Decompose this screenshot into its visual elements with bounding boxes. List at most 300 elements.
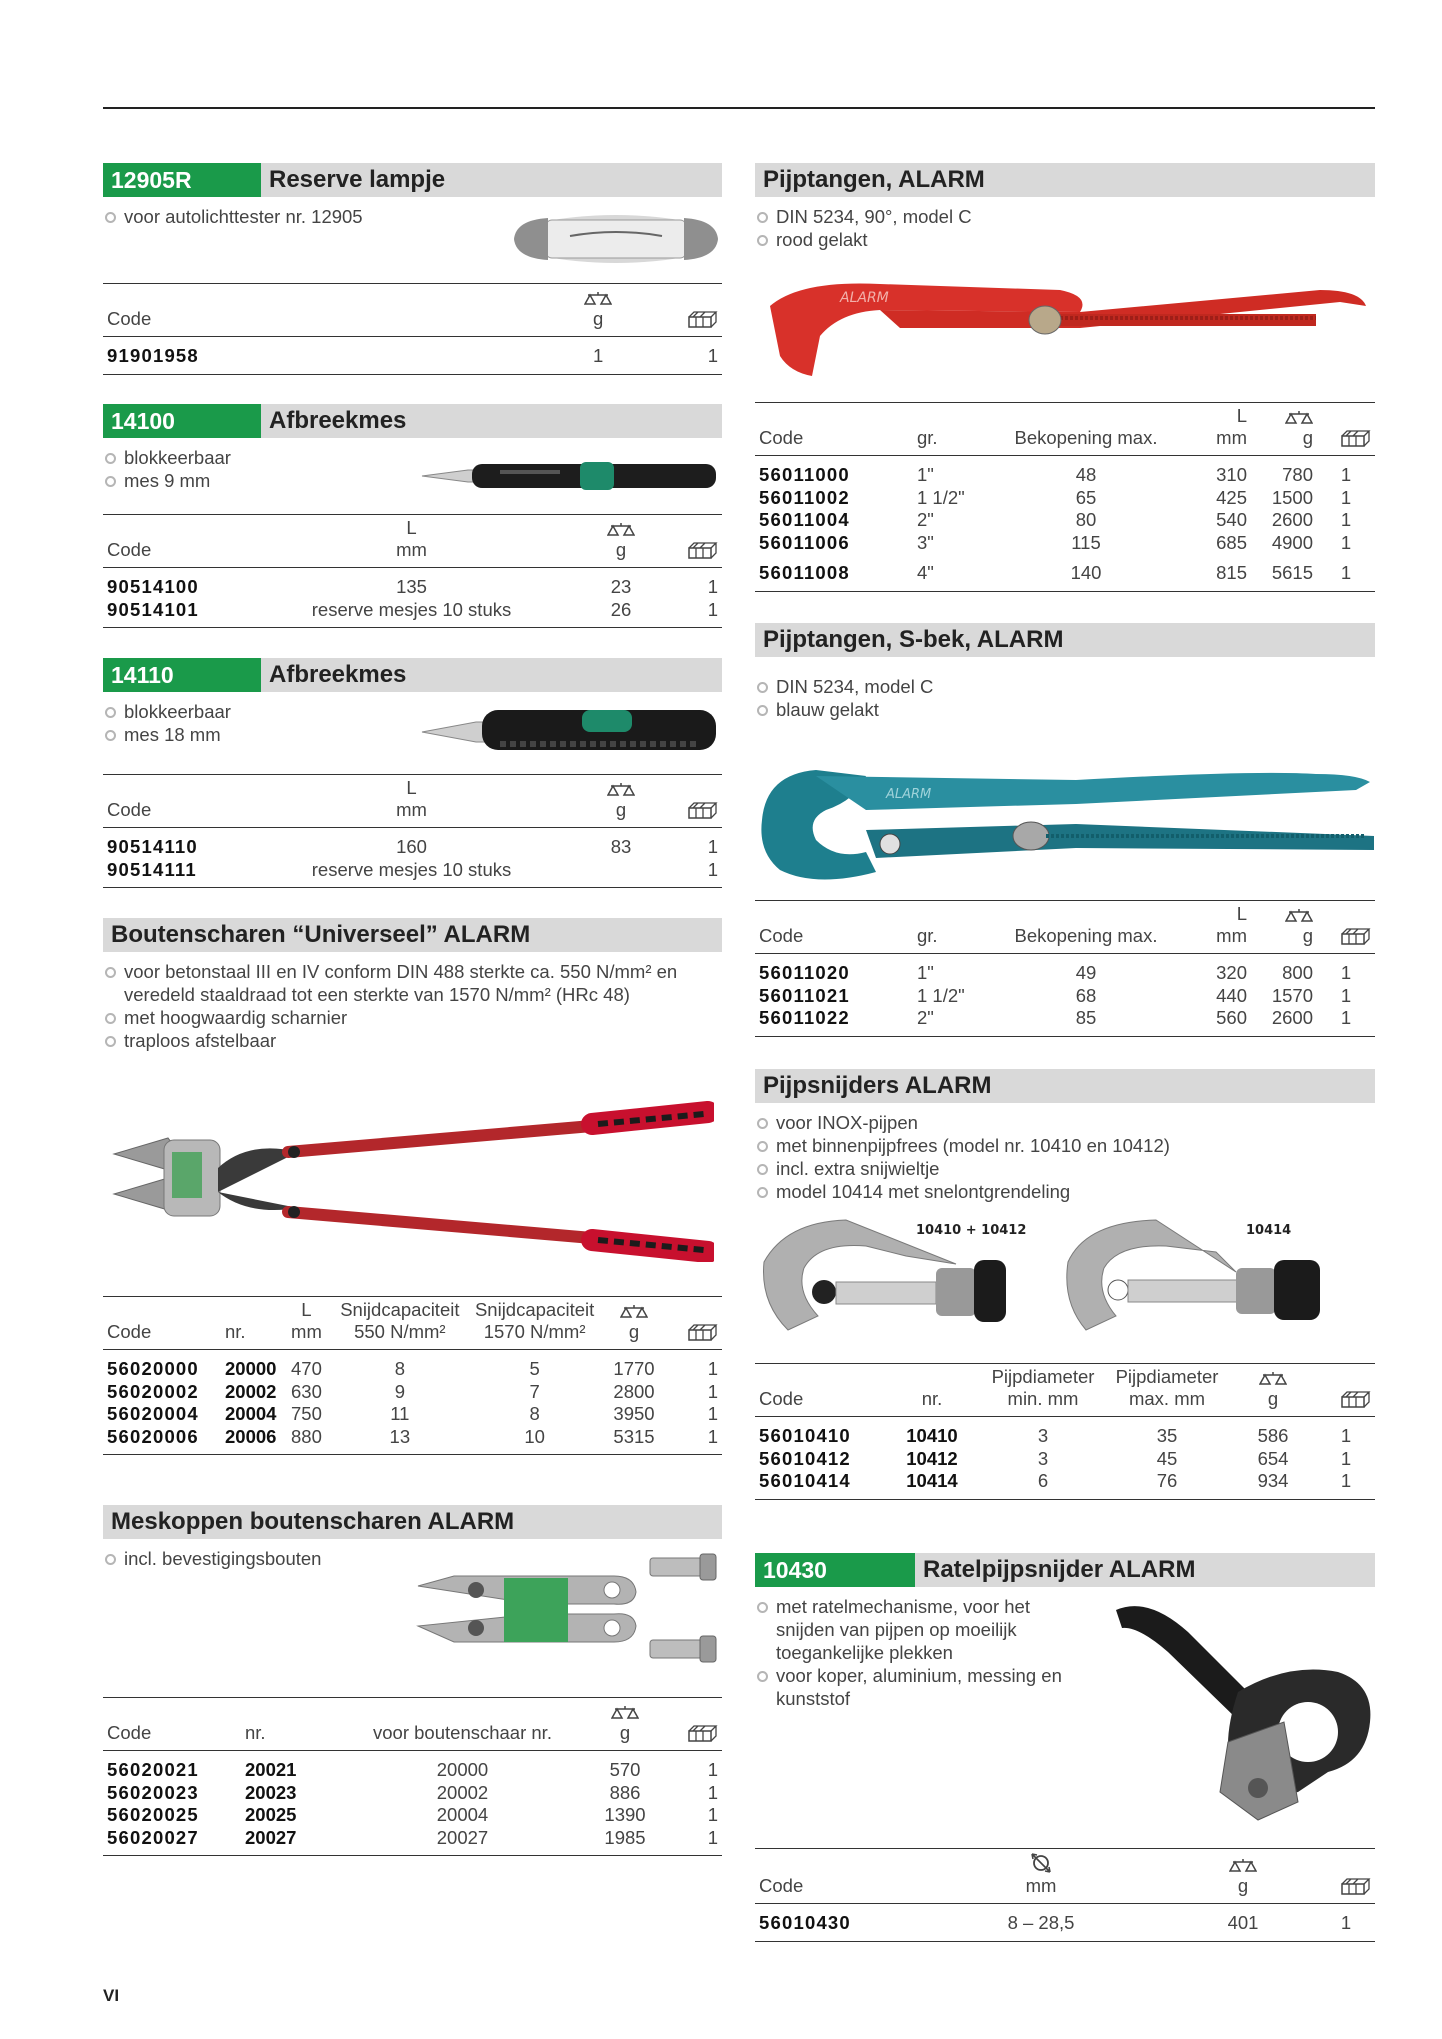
feature-item: DIN 5234, 90°, model C xyxy=(755,205,1375,228)
table-cell: 65 xyxy=(1075,486,1097,508)
pipe-wrench-blue-image xyxy=(756,760,1376,890)
column-header-text: Pijpdiameter xyxy=(1115,1366,1219,1387)
col-nr: nr. xyxy=(221,1297,280,1350)
table-cell: 20025 xyxy=(245,1804,297,1825)
section-header xyxy=(755,623,1375,657)
table-cell: 1" xyxy=(917,464,934,485)
table-cell: 1985 xyxy=(586,1827,664,1856)
table-cell: 140 xyxy=(991,554,1181,591)
table-cell: 1 xyxy=(660,337,722,375)
col-nr: nr. xyxy=(883,1364,981,1417)
table-cell: 750 xyxy=(291,1403,322,1424)
table-cell: 1 xyxy=(707,1804,718,1825)
table-cell: 76 xyxy=(1105,1470,1229,1499)
table-row xyxy=(103,1426,722,1455)
table-cell: 5615 xyxy=(1251,554,1317,591)
table-cell: 2600 xyxy=(1271,509,1313,530)
table-cell: 20006 xyxy=(221,1426,280,1455)
table-row xyxy=(103,1782,722,1805)
table-row xyxy=(103,828,722,859)
table-cell: 20023 xyxy=(245,1781,297,1803)
column-header-text: mm xyxy=(291,1321,322,1342)
section-header xyxy=(103,918,722,952)
table-cell: 5315 xyxy=(602,1426,666,1455)
package-icon xyxy=(688,1324,718,1342)
table-cell: 135 xyxy=(396,576,427,597)
table-cell: 1 xyxy=(1340,1425,1352,1446)
table-row xyxy=(755,532,1375,555)
column-header-text: mm xyxy=(396,799,427,820)
column-header-text: g xyxy=(1302,925,1313,946)
table-cell: 5 xyxy=(529,1358,540,1379)
table-cell: 1 xyxy=(707,1358,718,1379)
col-weight xyxy=(1251,403,1317,456)
column-header-text: 550 N/mm² xyxy=(354,1321,446,1342)
package-icon xyxy=(688,802,718,820)
table-cell: 2" xyxy=(913,1007,991,1036)
cutter-heads-image xyxy=(414,1548,720,1670)
table-cell: 1 xyxy=(1317,1007,1375,1036)
col-jaw-opening: Bekopening max. xyxy=(991,901,1181,954)
table-cell: 85 xyxy=(991,1007,1181,1036)
table-row xyxy=(103,859,722,888)
table-cell: 815 xyxy=(1181,554,1251,591)
table-row xyxy=(103,1804,722,1827)
table-row xyxy=(103,1350,722,1381)
section-pijptangen-s-bek xyxy=(755,623,1375,721)
table-cell: 90514111 xyxy=(103,859,241,888)
table-cell: 1 xyxy=(1340,509,1352,530)
feature-list xyxy=(103,960,722,1052)
table-cell: 1 xyxy=(707,1781,718,1803)
table-cell: 1 xyxy=(1340,984,1352,1006)
package-icon xyxy=(688,542,718,560)
table-cell: 90514100 xyxy=(107,576,199,597)
table-cell: 35 xyxy=(1156,1425,1178,1446)
col-weight xyxy=(582,515,660,568)
table-cell: 20004 xyxy=(436,1804,489,1825)
feature-list xyxy=(755,205,1375,251)
table-cell: 1570 xyxy=(1271,984,1313,1006)
col-length xyxy=(1181,403,1251,456)
table-row xyxy=(755,1448,1375,1471)
table-cell: 56011020 xyxy=(759,962,850,983)
table-cell: 20027 xyxy=(339,1827,586,1856)
section-title: Boutenscharen “Universeel” ALARM xyxy=(111,921,531,948)
weight-scale-icon xyxy=(1285,908,1313,922)
table-cell: 800 xyxy=(1282,962,1313,983)
table-cell: 45 xyxy=(1156,1447,1178,1469)
table-cell: 1 xyxy=(707,836,718,857)
table-cell: 1 xyxy=(660,599,722,628)
table-cell: 1 xyxy=(1340,531,1352,553)
table-cell: 56020006 xyxy=(103,1426,221,1455)
col-pack xyxy=(1317,901,1375,954)
col-diameter xyxy=(913,1849,1169,1904)
table-cell: 470 xyxy=(291,1358,322,1379)
col-length xyxy=(1181,901,1251,954)
col-weight xyxy=(1169,1849,1317,1904)
table-cell: 654 xyxy=(1257,1447,1289,1469)
col-diameter-min xyxy=(981,1364,1105,1417)
table-cell: 48 xyxy=(1075,464,1097,485)
table-cell: 115 xyxy=(1071,531,1101,553)
table-cell: 10 xyxy=(467,1426,602,1455)
section-pijptangen xyxy=(755,163,1375,251)
table-cell: 49 xyxy=(1075,962,1097,983)
table-cell: 90514101 xyxy=(103,599,241,628)
column-header-text: L xyxy=(1236,405,1247,426)
table-row xyxy=(103,1827,722,1856)
table-cell: 8 xyxy=(394,1358,405,1379)
feature-item: met ratelmechanisme, voor het snijden van pijpen op moeilijk toegankelijke plekken xyxy=(755,1595,1065,1664)
col-length xyxy=(241,775,582,828)
cutter-knife-small-image xyxy=(420,456,720,496)
table-row xyxy=(755,456,1375,487)
section-boutenscharen xyxy=(103,918,722,1052)
section-title: Pijpsnijders ALARM xyxy=(763,1072,992,1099)
table-cell: 9 xyxy=(394,1380,405,1402)
col-pack xyxy=(1317,403,1375,456)
column-header-text: g xyxy=(1267,1388,1279,1409)
table-cell: 83 xyxy=(610,836,632,857)
table-cell: 20000 xyxy=(436,1759,489,1780)
col-jaw-opening: Bekopening max. xyxy=(991,403,1181,456)
table-cell: 56020027 xyxy=(103,1827,241,1856)
table-cell: 160 xyxy=(396,836,427,857)
section-header xyxy=(755,1069,1375,1103)
table-row xyxy=(103,1381,722,1404)
table-row xyxy=(103,1403,722,1426)
table-boutenscharen xyxy=(103,1296,722,1455)
table-cell: 1 xyxy=(1317,554,1375,591)
table-cell: 8 – 28,5 xyxy=(913,1904,1169,1942)
column-header-text: g xyxy=(628,1321,640,1342)
table-cell: 56020002 xyxy=(107,1380,199,1402)
section-header xyxy=(103,1505,722,1539)
feature-item: voor betonstaal III en IV conform DIN 488 sterkte ca. 550 N/mm² en veredeld staaldraad tot een sterkte van 1570 N/mm² (HRc 48) xyxy=(103,960,722,1006)
table-cell: 56011004 xyxy=(759,509,850,530)
col-code: Code xyxy=(103,775,241,828)
column-header-text: mm xyxy=(396,539,427,560)
feature-item: mes 18 mm xyxy=(103,723,722,746)
section-header xyxy=(103,163,722,197)
cutter-knife-large-image xyxy=(420,702,720,756)
section-pijpsnijders xyxy=(755,1069,1375,1203)
col-weight xyxy=(536,284,660,337)
table-row xyxy=(103,337,722,375)
table-row xyxy=(103,568,722,599)
table-cell: 320 xyxy=(1216,962,1247,983)
table-cell: 440 xyxy=(1216,984,1247,1006)
table-cell: 56010430 xyxy=(755,1904,913,1942)
table-cell: 1 1/2" xyxy=(917,486,965,508)
col-code: Code xyxy=(755,1364,883,1417)
article-number: 14110 xyxy=(103,658,261,692)
table-pijptangen xyxy=(755,402,1375,592)
table-cell: 880 xyxy=(280,1426,332,1455)
table-cell: 3 xyxy=(1037,1425,1049,1446)
ratchet-pipe-cutter-image xyxy=(1108,1592,1376,1824)
column-header-text: 1570 N/mm² xyxy=(483,1321,586,1342)
table-cell: 20021 xyxy=(245,1759,297,1780)
table-cell: 56011002 xyxy=(759,486,850,508)
feature-item: met hoogwaardig scharnier xyxy=(103,1006,722,1029)
table-cell: 56020021 xyxy=(107,1759,199,1780)
column-header-text: mm xyxy=(1025,1875,1057,1897)
col-pack xyxy=(1317,1364,1375,1417)
table-cell: 1 xyxy=(660,859,722,888)
section-title: Reserve lampje xyxy=(269,166,446,193)
table-row xyxy=(755,985,1375,1008)
table-cell: 1" xyxy=(917,962,934,983)
table-cell: 1500 xyxy=(1271,486,1313,508)
table-cell: 56011006 xyxy=(759,531,850,553)
col-code: Code xyxy=(103,1698,241,1751)
col-size: gr. xyxy=(913,901,991,954)
table-cell: 2" xyxy=(917,509,934,530)
feature-item: incl. extra snijwieltje xyxy=(755,1157,1375,1180)
col-pack xyxy=(666,1297,722,1350)
bolt-cutter-image xyxy=(108,1092,714,1262)
col-pack xyxy=(660,284,722,337)
table-cell: 425 xyxy=(1216,486,1247,508)
feature-list xyxy=(755,1595,1065,1710)
table-cell: 10410 xyxy=(906,1425,958,1446)
table-cell: 1770 xyxy=(613,1358,655,1379)
table-cell xyxy=(582,859,660,888)
package-icon xyxy=(1341,928,1371,946)
table-row xyxy=(103,1751,722,1782)
table-cell: 310 xyxy=(1216,464,1247,485)
table-cell: 1 xyxy=(1340,486,1352,508)
table-cell: 4" xyxy=(913,554,991,591)
table-cell: 934 xyxy=(1229,1470,1317,1499)
table-cell: 7 xyxy=(529,1380,540,1402)
column-header-text: mm xyxy=(1216,925,1247,946)
table-cell: 20000 xyxy=(225,1358,277,1379)
table-cell: 1 xyxy=(1340,962,1352,983)
table-cell: 1 xyxy=(666,1426,722,1455)
table-cell: 20002 xyxy=(436,1781,489,1803)
col-code: Code xyxy=(755,403,913,456)
feature-item: blokkeerbaar xyxy=(103,700,722,723)
article-number: 12905R xyxy=(103,163,261,197)
col-code: Code xyxy=(103,515,241,568)
table-cell: 586 xyxy=(1257,1425,1289,1446)
package-icon xyxy=(1341,1391,1371,1409)
table-afbreekmes-14100 xyxy=(103,514,722,628)
table-row xyxy=(755,1904,1375,1942)
table-meskoppen xyxy=(103,1697,722,1856)
table-cell: 1 xyxy=(1317,1470,1375,1499)
feature-list xyxy=(755,675,1375,721)
table-cell: 1 xyxy=(664,1827,722,1856)
table-cell: 2600 xyxy=(1251,1007,1317,1036)
table-cell: 3" xyxy=(917,531,934,553)
table-cell: 685 xyxy=(1216,531,1247,553)
col-pack xyxy=(660,775,722,828)
weight-scale-icon xyxy=(1229,1858,1257,1872)
weight-scale-icon xyxy=(1285,410,1313,424)
col-code: Code xyxy=(103,284,536,337)
col-diameter-max xyxy=(1105,1364,1229,1417)
col-pack xyxy=(660,515,722,568)
table-cell: 20027 xyxy=(241,1827,339,1856)
pipe-wrench-red-image xyxy=(760,266,1370,386)
section-title: Pijptangen, S-bek, ALARM xyxy=(763,626,1064,653)
feature-item: blokkeerbaar xyxy=(103,446,722,469)
weight-scale-icon xyxy=(611,1705,639,1719)
package-icon xyxy=(688,1725,718,1743)
table-cell: 1 xyxy=(1340,464,1352,485)
column-header-text: L xyxy=(406,777,417,798)
feature-item: incl. bevestigingsbouten xyxy=(103,1547,722,1570)
table-cell: 3950 xyxy=(613,1403,655,1424)
col-length xyxy=(241,515,582,568)
section-title: Afbreekmes xyxy=(269,407,407,434)
table-cell: 630 xyxy=(291,1380,322,1402)
article-number: 14100 xyxy=(103,404,261,438)
table-cell: 68 xyxy=(1075,984,1097,1006)
column-header-text: g xyxy=(1237,1875,1249,1897)
col-weight xyxy=(1229,1364,1317,1417)
column-header-text: Snijdcapaciteit xyxy=(474,1299,595,1320)
section-header xyxy=(755,163,1375,197)
col-pack xyxy=(1317,1849,1375,1904)
column-header-text: L xyxy=(406,517,417,538)
table-cell: 23 xyxy=(610,576,632,597)
table-pijptangen-s-bek xyxy=(755,900,1375,1037)
table-afbreekmes-14110 xyxy=(103,774,722,888)
section-title: Ratelpijpsnijder ALARM xyxy=(923,1556,1196,1583)
package-icon xyxy=(688,311,718,329)
col-capacity-1570 xyxy=(467,1297,602,1350)
table-ratelpijpsnijder xyxy=(755,1848,1375,1942)
table-row xyxy=(755,509,1375,532)
table-row xyxy=(755,954,1375,985)
table-cell: 56010410 xyxy=(759,1425,851,1446)
table-pijpsnijders xyxy=(755,1363,1375,1500)
table-cell: 56010412 xyxy=(759,1447,851,1469)
table-cell: 1 xyxy=(707,1759,718,1780)
col-weight xyxy=(1251,901,1317,954)
table-row xyxy=(755,1470,1375,1499)
table-cell: 10414 xyxy=(883,1470,981,1499)
svg-text:ALARM: ALARM xyxy=(886,787,932,802)
table-cell: reserve mesjes 10 stuks xyxy=(241,599,582,628)
table-cell: 56020023 xyxy=(107,1781,199,1803)
col-pack xyxy=(664,1698,722,1751)
col-size: gr. xyxy=(913,403,991,456)
column-header-text: g xyxy=(619,1722,631,1743)
table-cell: 8 xyxy=(529,1403,540,1424)
table-row xyxy=(103,599,722,628)
feature-item: traploos afstelbaar xyxy=(103,1029,722,1052)
feature-item: voor koper, aluminium, messing en kunststof xyxy=(755,1664,1065,1710)
table-cell: 3 xyxy=(1037,1447,1049,1469)
col-for-cutter: voor boutenschaar nr. xyxy=(339,1698,586,1751)
col-weight xyxy=(582,775,660,828)
table-cell: 11 xyxy=(390,1403,410,1424)
section-title: Afbreekmes xyxy=(269,661,407,688)
feature-item: mes 9 mm xyxy=(103,469,722,492)
section-header xyxy=(103,404,722,438)
col-nr: nr. xyxy=(241,1698,339,1751)
section-header xyxy=(755,1553,1375,1587)
package-icon xyxy=(1341,430,1371,448)
svg-text:ALARM: ALARM xyxy=(840,290,889,306)
table-row xyxy=(755,1417,1375,1448)
column-header-text: g xyxy=(615,539,627,560)
col-weight xyxy=(586,1698,664,1751)
table-cell: 886 xyxy=(609,1781,641,1803)
col-weight xyxy=(602,1297,666,1350)
col-code: Code xyxy=(103,1297,221,1350)
feature-list xyxy=(755,1111,1375,1203)
feature-item: rood gelakt xyxy=(755,228,1375,251)
table-cell: 56011022 xyxy=(755,1007,913,1036)
column-header-text: Snijdcapaciteit xyxy=(340,1299,460,1320)
weight-scale-icon xyxy=(620,1304,648,1318)
table-reserve-lampje xyxy=(103,283,722,375)
table-cell: 540 xyxy=(1216,509,1247,530)
weight-scale-icon xyxy=(584,291,612,305)
table-cell: 1 xyxy=(707,576,718,597)
table-cell: 20002 xyxy=(225,1380,277,1402)
column-header-text: g xyxy=(1302,427,1313,448)
table-cell: 91901958 xyxy=(103,337,536,375)
col-capacity-550 xyxy=(332,1297,467,1350)
weight-scale-icon xyxy=(607,782,635,796)
table-cell: 56020025 xyxy=(107,1804,199,1825)
table-cell: 780 xyxy=(1282,464,1313,485)
feature-item: voor autolichttester nr. 12905 xyxy=(103,205,722,228)
image-label: 10410 + 10412 xyxy=(916,1223,1027,1238)
section-header xyxy=(103,658,722,692)
table-cell: 56011000 xyxy=(759,464,850,485)
table-cell: 4900 xyxy=(1271,531,1313,553)
weight-scale-icon xyxy=(607,522,635,536)
table-cell: 56020004 xyxy=(107,1403,199,1424)
feature-item: model 10414 met snelontgrendeling xyxy=(755,1180,1375,1203)
table-cell: 560 xyxy=(1181,1007,1251,1036)
column-header-text: g xyxy=(615,799,627,820)
col-code: Code xyxy=(755,1849,913,1904)
weight-scale-icon xyxy=(1259,1371,1287,1385)
table-cell: 1390 xyxy=(604,1804,646,1825)
column-header-text: max. mm xyxy=(1128,1388,1206,1409)
table-row xyxy=(755,554,1375,591)
column-header-text: L xyxy=(301,1299,312,1320)
feature-item: blauw gelakt xyxy=(755,698,1375,721)
table-cell: 1 xyxy=(707,1380,718,1402)
article-number: 10430 xyxy=(755,1553,915,1587)
top-rule xyxy=(103,107,1375,109)
table-row xyxy=(755,487,1375,510)
section-title: Pijptangen, ALARM xyxy=(763,166,985,193)
table-cell: 1 xyxy=(1340,1447,1352,1469)
table-cell: 20004 xyxy=(225,1403,277,1424)
table-cell: 1 xyxy=(707,1403,718,1424)
image-label: 10414 xyxy=(1246,1223,1292,1238)
feature-item: voor INOX-pijpen xyxy=(755,1111,1375,1134)
section-title: Meskoppen boutenscharen ALARM xyxy=(111,1508,515,1535)
feature-item: met binnenpijpfrees (model nr. 10410 en 10412) xyxy=(755,1134,1375,1157)
table-cell: 6 xyxy=(981,1470,1105,1499)
column-header-text: L xyxy=(1236,903,1247,924)
pipe-cutters-image xyxy=(756,1212,1376,1340)
